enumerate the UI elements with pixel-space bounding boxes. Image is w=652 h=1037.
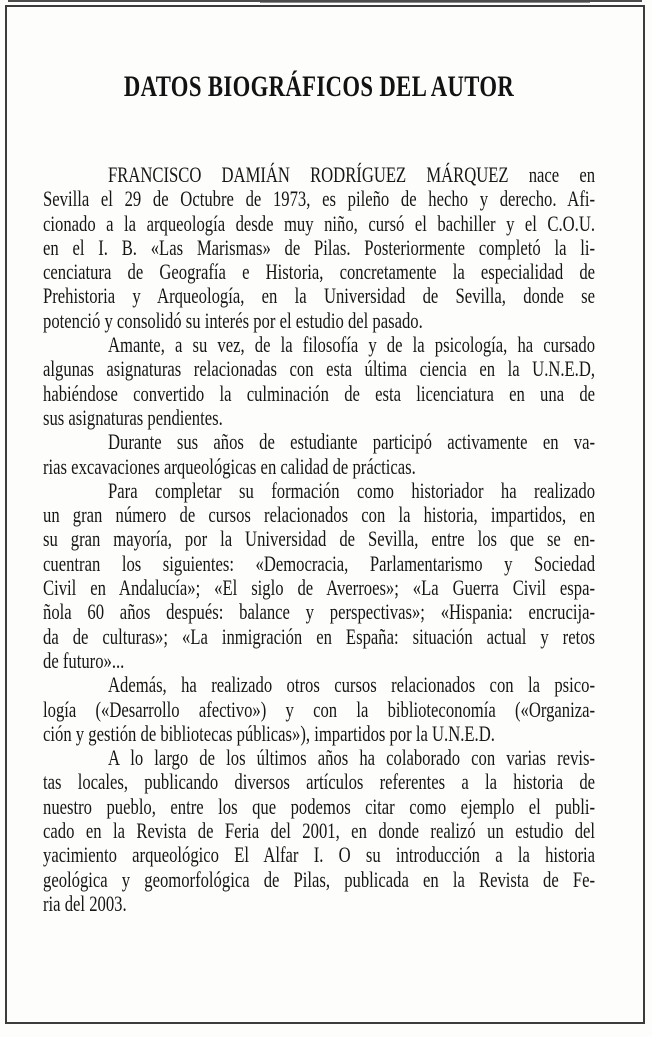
text-line: rias excavaciones arqueológicas en calidad de prácticas. <box>43 453 416 479</box>
text-line: Amante, a su vez, de la filosofía y de la psicología, ha cursado <box>108 332 596 358</box>
text-line: potenció y consolidó su interés por el estudio del pasado. <box>43 307 423 333</box>
paragraph <box>43 333 595 430</box>
text-line: en el I. B. «Las Marismas» de Pilas. Posteriormente completó la li- <box>43 234 596 260</box>
text-line: de futuro»... <box>43 647 125 673</box>
text-line: Civil en Andalucía»; «El siglo de Averroes»; «La Guerra Civil espa- <box>43 575 596 601</box>
text-line: nuestro pueblo, entre los que podemos citar como ejemplo el publi- <box>43 793 596 819</box>
text-line: FRANCISCO DAMIÁN RODRÍGUEZ MÁRQUEZ nace en <box>108 162 596 187</box>
page-body <box>43 163 595 916</box>
text-line: ción y gestión de bibliotecas públicas»), impartidos por la U.N.E.D. <box>43 720 495 746</box>
paragraph <box>43 479 595 673</box>
text-line: Durante sus años de estudiante participó activamente en va- <box>108 429 596 455</box>
text-line: ria del 2003. <box>43 890 127 916</box>
page-title: DATOS BIOGRÁFICOS DEL AUTOR <box>123 70 515 103</box>
text-line: geológica y geomorfológica de Pilas, publicada en la Revista de Fe- <box>43 866 596 892</box>
text-line: ñola 60 años después: balance y perspectivas»; «Hispania: encrucija- <box>43 599 596 625</box>
text-line: tas locales, publicando diversos artículos referentes a la historia de <box>43 769 596 795</box>
text-line: habiéndose convertido la culminación de esta licenciatura en una de <box>43 380 596 406</box>
text-line: Además, ha realizado otros cursos relacionados con la psico- <box>108 672 596 698</box>
text-column <box>43 7 595 916</box>
text-line: cenciatura de Geografía e Historia, concretamente la especialidad de <box>43 259 596 285</box>
text-line: A lo largo de los últimos años ha colaborado con varias revis- <box>108 745 596 771</box>
text-line: yacimiento arqueológico El Alfar I. O su introducción a la historia <box>43 842 596 868</box>
paragraph <box>43 746 595 916</box>
paragraph <box>43 430 595 479</box>
text-line: su gran mayoría, por la Universidad de Sevilla, entre los que se en- <box>43 526 596 552</box>
scan-edge-artifact-secondary <box>260 2 590 3</box>
text-line: cuentran los siguientes: «Democracia, Parlamentarismo y Sociedad <box>43 550 596 576</box>
text-line: Para completar su formación como historiador ha realizado <box>108 477 596 503</box>
text-line: logía («Desarrollo afectivo») y con la biblioteconomía («Organiza- <box>43 696 596 722</box>
text-line: cionado a la arqueología desde muy niño, cursó el bachiller y el C.O.U. <box>43 210 596 236</box>
text-line: sus asignaturas pendientes. <box>43 404 223 430</box>
text-line: Sevilla el 29 de Octubre de 1973, es pileño de hecho y derecho. Afi- <box>43 186 596 212</box>
text-line: algunas asignaturas relacionadas con esta última ciencia en la U.N.E.D, <box>43 356 596 382</box>
page-border-frame <box>5 5 645 1024</box>
text-line: Prehistoria y Arqueología, en la Universidad de Sevilla, donde se <box>43 283 596 309</box>
text-line: un gran número de cursos relacionados con la historia, impartidos, en <box>43 502 596 528</box>
paragraph <box>43 673 595 746</box>
text-line: cado en la Revista de Feria del 2001, en donde realizó un estudio del <box>43 818 596 844</box>
paragraph <box>43 163 595 333</box>
text-line: da de culturas»; «La inmigración en España: situación actual y retos <box>43 623 596 649</box>
